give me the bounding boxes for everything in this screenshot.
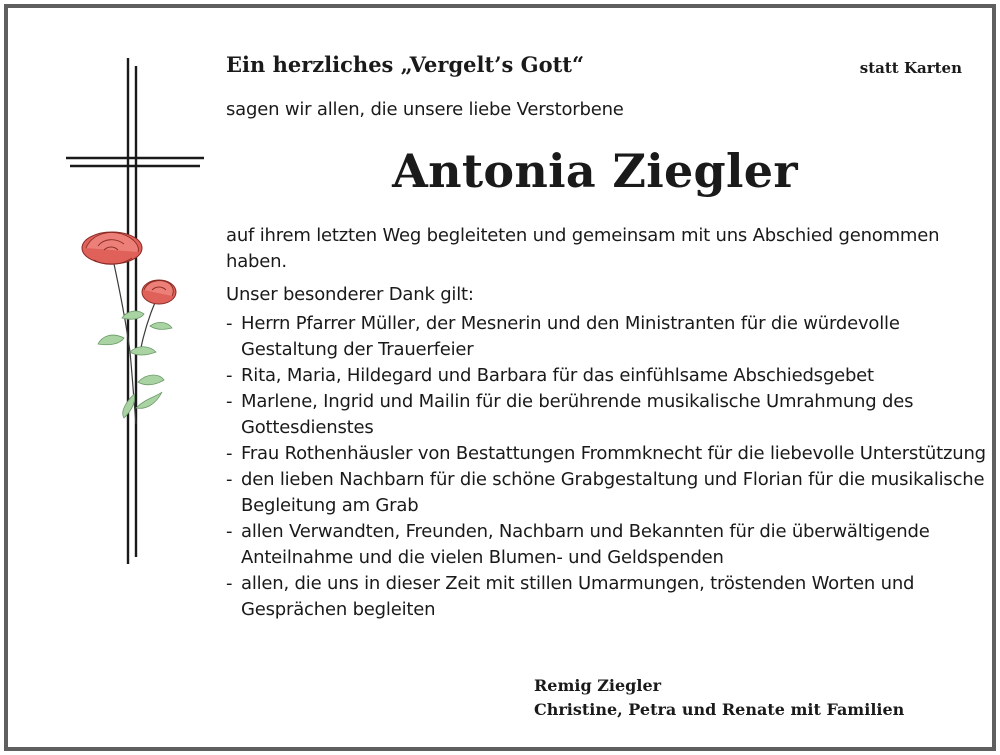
signature-block <box>534 674 904 722</box>
thanks-item: - Frau Rothenhäusler von Bestattungen Frommknecht für die liebevolle Unterstützung <box>226 441 986 467</box>
signature-line: Christine, Petra und Renate mit Familien <box>534 700 905 719</box>
thanks-item: - Marlene, Ingrid und Mailin für die berührende musikalische Umrahmung des Gottesdienstes <box>226 389 986 441</box>
thanks-item: - allen, die uns in dieser Zeit mit stillen Umarmungen, tröstenden Worten und Gesprächen begleiten <box>226 571 986 623</box>
statt-karten-note: statt Karten <box>859 59 962 77</box>
small-rose-icon <box>142 280 176 304</box>
header-title: Ein herzliches „Vergelt’s Gott“ <box>226 52 585 77</box>
intro-text: sagen wir allen, die unsere liebe Verstorbene <box>226 99 624 120</box>
deceased-name: Antonia Ziegler <box>392 144 798 198</box>
farewell-paragraph: auf ihrem letzten Weg begleiteten und gemeinsam mit uns Abschied genommen haben. <box>226 225 940 272</box>
thanks-item: - allen Verwandten, Freunden, Nachbarn und Bekannten für die überwältigende Anteilnahme und die vielen Blumen- und Geldspenden <box>226 519 986 571</box>
cross-with-roses-icon <box>64 52 209 572</box>
thanks-item: - den lieben Nachbarn für die schöne Grabgestaltung und Florian für die musikalische Begleitung am Grab <box>226 467 986 519</box>
thanks-body <box>226 223 986 623</box>
thanks-item: - Rita, Maria, Hildegard und Barbara für das einfühlsame Abschiedsgebet <box>226 363 986 389</box>
thanks-item: - Herrn Pfarrer Müller, der Mesnerin und den Ministranten für die würdevolle Gestaltung der Trauerfeier <box>226 311 986 363</box>
signature-line: Remig Ziegler <box>534 676 662 695</box>
rose-icon <box>82 232 142 264</box>
obituary-notice <box>4 4 996 751</box>
thanks-list <box>226 311 986 623</box>
thanks-title: Unser besonderer Dank gilt: <box>226 284 474 305</box>
